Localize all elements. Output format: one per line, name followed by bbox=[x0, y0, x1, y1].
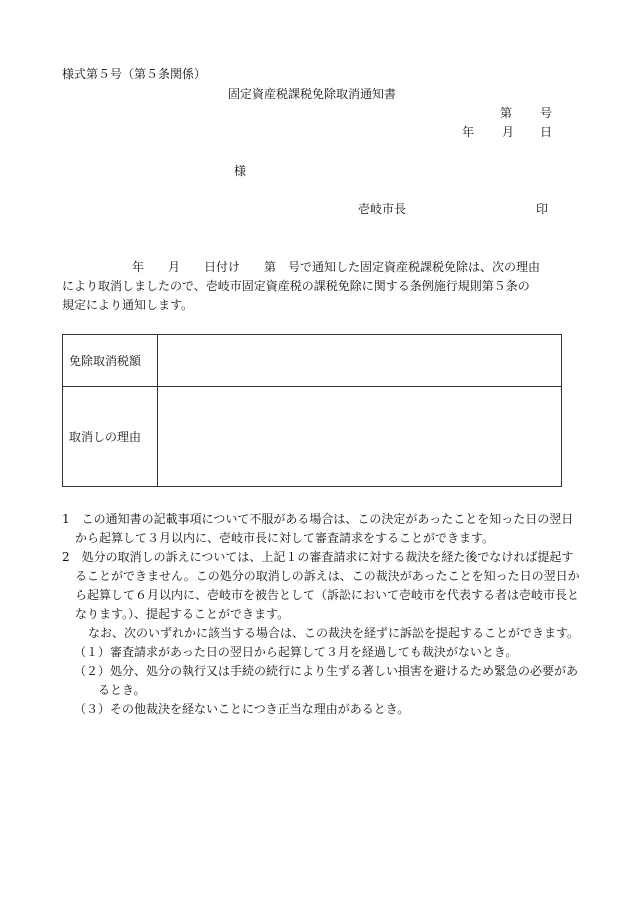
note-2: 2 処分の取消しの訴えについては、上記１の審査請求に対する裁決を経た後でなければ提起することができません。この処分の取消しの訴えは、この裁決があったことを知った日の翌日から起算して６月以内に、壱岐市を被告として（訴訟において壱岐市を代表する者は壱岐市長となります。）、提起することができます。 bbox=[62, 550, 580, 621]
date-day: 日 bbox=[540, 125, 553, 139]
seal-mark: 印 bbox=[536, 202, 549, 216]
number-dai: 第 bbox=[500, 106, 513, 120]
issuer-name: 壱岐市長 bbox=[358, 202, 407, 216]
form-label: 様式第５号（第５条関係） bbox=[62, 67, 207, 81]
date-month: 月 bbox=[502, 125, 515, 139]
reason-label: 取消しの理由 bbox=[63, 387, 158, 487]
table-row bbox=[63, 387, 562, 487]
reason-field bbox=[158, 387, 562, 487]
detail-table bbox=[62, 334, 562, 487]
note-sub-2: （２）処分、処分の執行又は手続の続行により生ずる著しい損害を避けるため緊急の必要があるとき。 bbox=[74, 664, 579, 697]
date-year: 年 bbox=[462, 125, 475, 139]
addressee-honorific: 様 bbox=[234, 164, 247, 178]
document-title: 固定資産税課税免除取消通知書 bbox=[228, 87, 397, 101]
body-line-3: 規定により通知します。 bbox=[62, 298, 194, 312]
body-line-1: 年 月 日付け 第 号で通知した固定資産税課税免除は、次の理由 bbox=[132, 260, 541, 274]
table-row bbox=[63, 335, 562, 387]
tax-amount-label: 免除取消税額 bbox=[63, 335, 158, 387]
tax-amount-field bbox=[158, 335, 562, 387]
note-2-supplement: なお、次のいずれかに該当する場合は、この裁決を経ずに訴訟を提起することができます。 bbox=[88, 626, 580, 640]
notes-section bbox=[62, 510, 582, 719]
note-1: 1 この通知書の記載事項について不服がある場合は、この決定があったことを知った日の翌日から起算して３月以内に、壱岐市長に対して審査請求をすることができます。 bbox=[62, 512, 574, 545]
body-line-2: により取消しましたので、壱岐市固定資産税の課税免除に関する条例施行規則第５条の bbox=[62, 279, 530, 293]
note-sub-3: （３）その他裁決を経ないことにつき正当な理由があるとき。 bbox=[74, 702, 410, 716]
number-go: 号 bbox=[540, 106, 553, 120]
note-sub-1: （１）審査請求があった日の翌日から起算して３月を経過しても裁決がないとき。 bbox=[74, 645, 518, 659]
body-paragraph bbox=[62, 258, 562, 315]
